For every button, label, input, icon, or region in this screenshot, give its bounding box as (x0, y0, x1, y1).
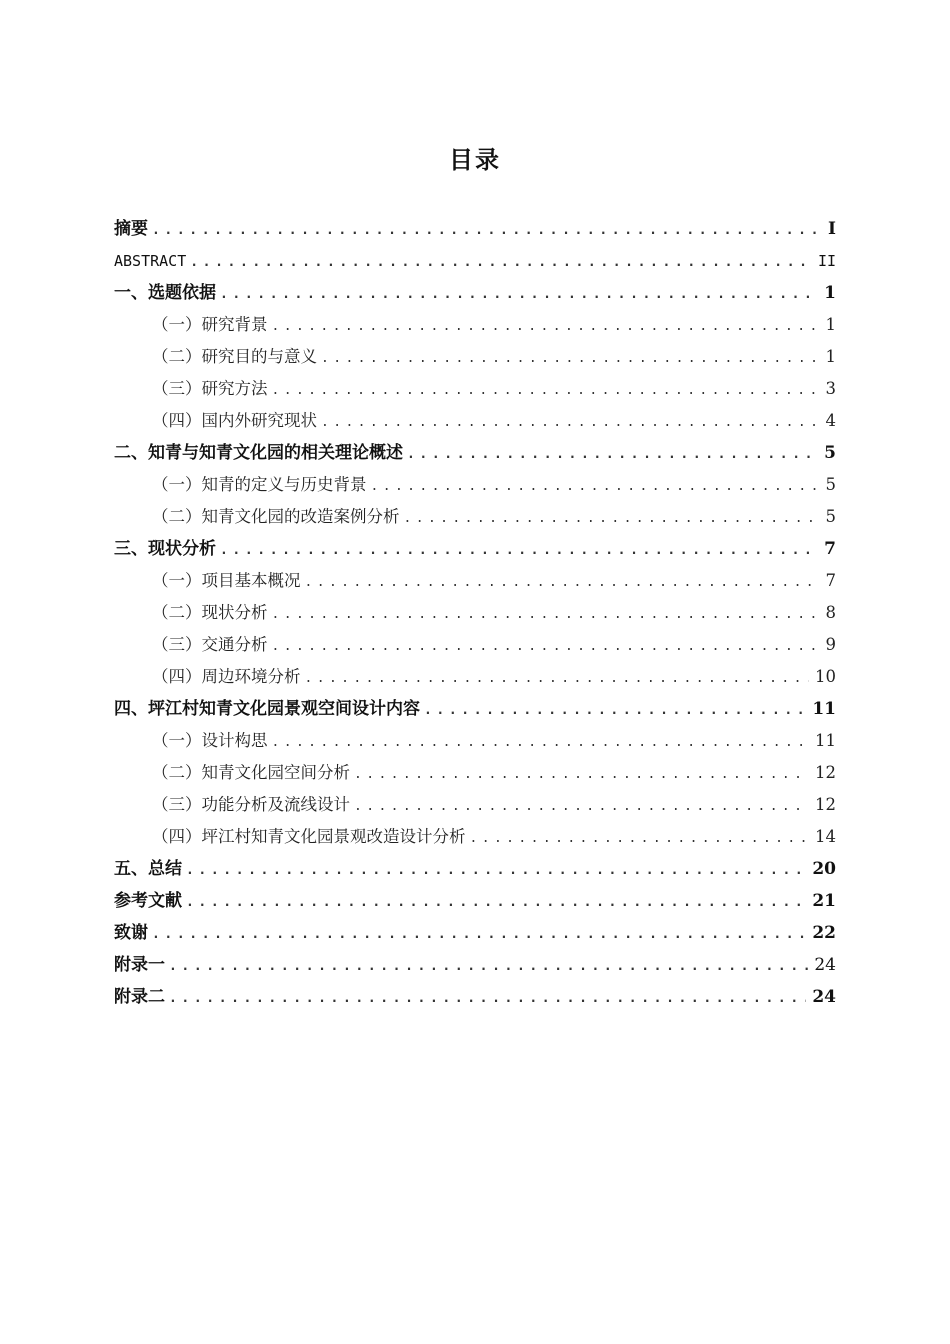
toc-entry-page-number: 5 (825, 507, 836, 526)
toc-entry[interactable] (114, 501, 836, 533)
toc-entry-label: （三）功能分析及流线设计 (152, 795, 350, 814)
toc-entry-page-number: 14 (815, 827, 836, 846)
toc-entry-label: 三、现状分析 (114, 539, 216, 559)
toc-entry[interactable] (114, 885, 836, 917)
toc-entry-page-number: 1 (824, 283, 836, 303)
toc-dot-leader (305, 663, 810, 695)
toc-entry-label: （三）交通分析 (152, 635, 268, 654)
toc-dot-leader (152, 215, 822, 247)
toc-dot-leader (354, 791, 809, 823)
toc-entry-page-number: 22 (812, 923, 836, 943)
toc-dot-leader (272, 375, 820, 407)
toc-entry-page-number: 10 (815, 667, 836, 686)
toc-dot-leader (272, 311, 820, 343)
toc-dot-leader (152, 919, 806, 951)
toc-dot-leader (272, 599, 820, 631)
toc-entry[interactable] (114, 565, 836, 597)
toc-entry-page-number: 7 (824, 539, 836, 559)
toc-dot-leader (169, 983, 806, 1015)
toc-dot-leader (371, 471, 820, 503)
toc-entry-label: 摘要 (114, 219, 148, 239)
toc-entry-page-number: 24 (814, 955, 836, 975)
toc-entry-page-number: 8 (825, 603, 836, 622)
toc-entry[interactable] (114, 725, 836, 757)
toc-dot-leader (470, 823, 810, 855)
toc-dot-leader (186, 855, 806, 887)
toc-dot-leader (407, 439, 818, 471)
toc-entry-label: 五、总结 (114, 859, 182, 879)
toc-entry-page-number: I (828, 219, 836, 239)
toc-dot-leader (424, 695, 806, 727)
toc-entry[interactable] (114, 341, 836, 373)
toc-entry-page-number: 11 (812, 699, 836, 719)
toc-entry[interactable] (114, 789, 836, 821)
toc-entry-page-number: 3 (825, 379, 836, 398)
toc-entry-page-number: 5 (824, 443, 836, 463)
toc-entry-label: 附录二 (114, 987, 165, 1007)
toc-entry-page-number: 24 (812, 987, 836, 1007)
toc-entry-label: 致谢 (114, 923, 148, 943)
toc-entry[interactable] (114, 469, 836, 501)
toc-entry[interactable] (114, 629, 836, 661)
toc-entry-label: （四）国内外研究现状 (152, 411, 317, 430)
toc-entry-page-number: 5 (825, 475, 836, 494)
toc-entry[interactable] (114, 693, 836, 725)
toc-entry-page-number: 12 (815, 795, 836, 814)
toc-entry[interactable] (114, 981, 836, 1013)
toc-entry[interactable] (114, 661, 836, 693)
toc-entry-label: （二）知青文化园空间分析 (152, 763, 350, 782)
toc-entry-label: （四）周边环境分析 (152, 667, 301, 686)
toc-entry-page-number: 4 (825, 411, 836, 430)
toc-entry-page-number: 11 (815, 731, 836, 750)
toc-dot-leader (354, 759, 809, 791)
toc-dot-leader (272, 727, 810, 759)
toc-entry-page-number: 21 (812, 891, 836, 911)
toc-entry[interactable] (114, 277, 836, 309)
toc-entry-page-number: II (817, 252, 836, 270)
toc-entry-page-number: 9 (825, 635, 836, 654)
toc-dot-leader (186, 887, 806, 919)
toc-dot-leader (169, 951, 808, 983)
toc-entry[interactable] (114, 597, 836, 629)
toc-entry[interactable] (114, 853, 836, 885)
toc-entry[interactable] (114, 757, 836, 789)
toc-dot-leader (321, 407, 820, 439)
toc-entry-label: （四）坪江村知青文化园景观改造设计分析 (152, 827, 466, 846)
page-title: 目录 (449, 146, 501, 174)
toc-entry-label: （二）知青文化园的改造案例分析 (152, 507, 400, 526)
toc-entry-label: 一、选题依据 (114, 283, 216, 303)
toc-entry-page-number: 7 (825, 571, 836, 590)
toc-entry-label: 参考文献 (114, 891, 182, 911)
toc-entry-label: 附录一 (114, 955, 165, 975)
toc-entry[interactable] (114, 373, 836, 405)
toc-entry-page-number: 1 (825, 315, 836, 334)
toc-entry[interactable] (114, 245, 836, 277)
toc-entry-label: ABSTRACT (114, 252, 187, 270)
toc-dot-leader (404, 503, 820, 535)
toc-entry[interactable] (114, 917, 836, 949)
toc-entry-label: （一）设计构思 (152, 731, 268, 750)
toc-dot-leader (220, 279, 818, 311)
toc-dot-leader (321, 343, 820, 375)
toc-entry-page-number: 1 (825, 347, 836, 366)
toc-entry-label: 四、坪江村知青文化园景观空间设计内容 (114, 699, 420, 719)
toc-dot-leader (190, 247, 812, 279)
toc-dot-leader (305, 567, 820, 599)
toc-entry[interactable] (114, 437, 836, 469)
toc-entry-label: （三）研究方法 (152, 379, 268, 398)
toc-entry[interactable] (114, 821, 836, 853)
toc-entry-label: （二）研究目的与意义 (152, 347, 317, 366)
toc-entry[interactable] (114, 949, 836, 981)
toc-entry[interactable] (114, 533, 836, 565)
toc-dot-leader (220, 535, 818, 567)
table-of-contents (114, 213, 836, 1013)
toc-entry[interactable] (114, 213, 836, 245)
toc-entry-label: （一）项目基本概况 (152, 571, 301, 590)
toc-entry-label: （一）知青的定义与历史背景 (152, 475, 367, 494)
toc-entry-label: （一）研究背景 (152, 315, 268, 334)
toc-entry-page-number: 20 (812, 859, 836, 879)
toc-entry[interactable] (114, 405, 836, 437)
toc-entry-label: （二）现状分析 (152, 603, 268, 622)
toc-entry-page-number: 12 (815, 763, 836, 782)
toc-entry[interactable] (114, 309, 836, 341)
toc-dot-leader (272, 631, 820, 663)
toc-entry-label: 二、知青与知青文化园的相关理论概述 (114, 443, 403, 463)
